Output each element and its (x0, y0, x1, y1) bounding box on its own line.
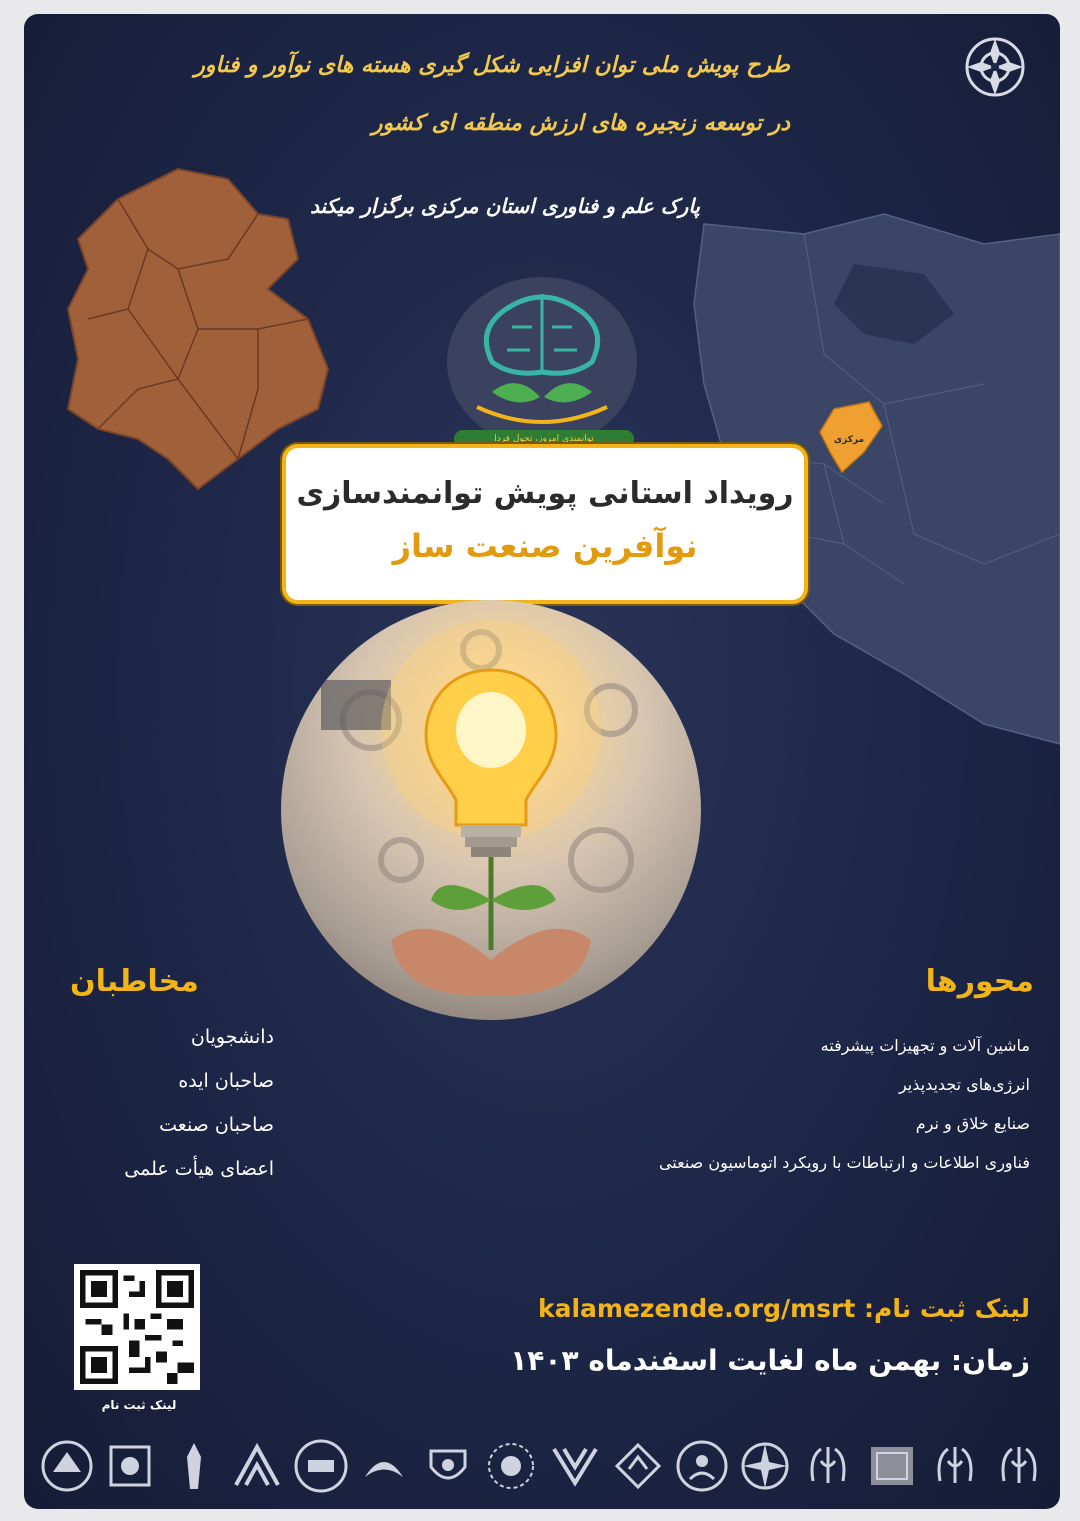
registration-label: لینک ثبت نام: (864, 1294, 1030, 1323)
sponsor-logo-icon (419, 1437, 477, 1495)
organizer-line: پارک علم و فناوری استان مرکزی برگزار میکند (310, 194, 700, 218)
time-label: زمان: (950, 1344, 1030, 1377)
event-time (510, 1344, 1030, 1377)
registration-link[interactable] (538, 1294, 1030, 1323)
list-item: صاحبان صنعت (159, 1114, 274, 1136)
organization-logo-caption (948, 106, 1038, 116)
sponsor-logo-icon (990, 1437, 1048, 1495)
qr-code[interactable] (74, 1264, 200, 1390)
event-subtitle: نوآفرین صنعت ساز (392, 527, 698, 565)
lightbulb-plant-icon (281, 600, 701, 1020)
sponsor-logo-icon (926, 1437, 984, 1495)
time-value: بهمن ماه لغایت اسفندماه ۱۴۰۳ (510, 1344, 942, 1377)
axes-heading: محورها (925, 964, 1034, 999)
headline-line-1: طرح پویش ملی توان افزایی شکل گیری هسته های نوآور و فناور (194, 52, 790, 78)
sponsor-logo-icon (546, 1437, 604, 1495)
poster (24, 14, 1060, 1509)
qr-code-icon (80, 1270, 194, 1384)
sponsor-logo-icon (609, 1437, 667, 1495)
list-item: اعضای هیأت علمی (124, 1158, 274, 1180)
audience-list (74, 1026, 274, 1202)
sponsor-logo-icon (482, 1437, 540, 1495)
sponsor-logos (38, 1434, 1048, 1498)
sponsor-logo-icon (165, 1437, 223, 1495)
sponsor-logo-icon (101, 1437, 159, 1495)
audience-heading: مخاطبان (70, 964, 199, 999)
event-title-box (282, 444, 808, 604)
lightbulb-illustration (281, 600, 701, 1020)
event-title: رویداد استانی پویش توانمندسازی (296, 476, 794, 511)
axes-list (510, 1036, 1030, 1192)
headline-line-2: در توسعه زنجیره های ارزش منطقه ای کشور (371, 110, 790, 136)
sponsor-logo-icon (228, 1437, 286, 1495)
sponsor-logo-icon (799, 1437, 857, 1495)
list-item: انرژی‌های تجدیدپذیر (898, 1075, 1030, 1094)
sponsor-logo-icon (38, 1437, 96, 1495)
qr-caption: لینک ثبت نام (101, 1398, 177, 1412)
emblem-tagline: توانمندی امروز، تحول فردا (454, 430, 634, 448)
sponsor-logo-icon (292, 1437, 350, 1495)
list-item: فناوری اطلاعات و ارتباطات با رویکرد اتوماسیون صنعتی (658, 1153, 1030, 1172)
sponsor-logo-icon (736, 1437, 794, 1495)
sponsor-logo-icon (863, 1437, 921, 1495)
list-item: صاحبان ایده (178, 1070, 274, 1092)
province-label: مرکزی (833, 435, 865, 445)
organization-logo-icon (960, 32, 1030, 102)
list-item: صنایع خلاق و نرم (915, 1114, 1030, 1133)
list-item: دانشجویان (190, 1026, 274, 1048)
sponsor-logo-icon (673, 1437, 731, 1495)
brain-emblem-icon (432, 272, 652, 452)
sponsor-logo-icon (355, 1437, 413, 1495)
list-item: ماشین آلات و تجهیزات پیشرفته (820, 1036, 1030, 1055)
registration-url[interactable]: kalamezende.org/msrt (537, 1294, 856, 1323)
